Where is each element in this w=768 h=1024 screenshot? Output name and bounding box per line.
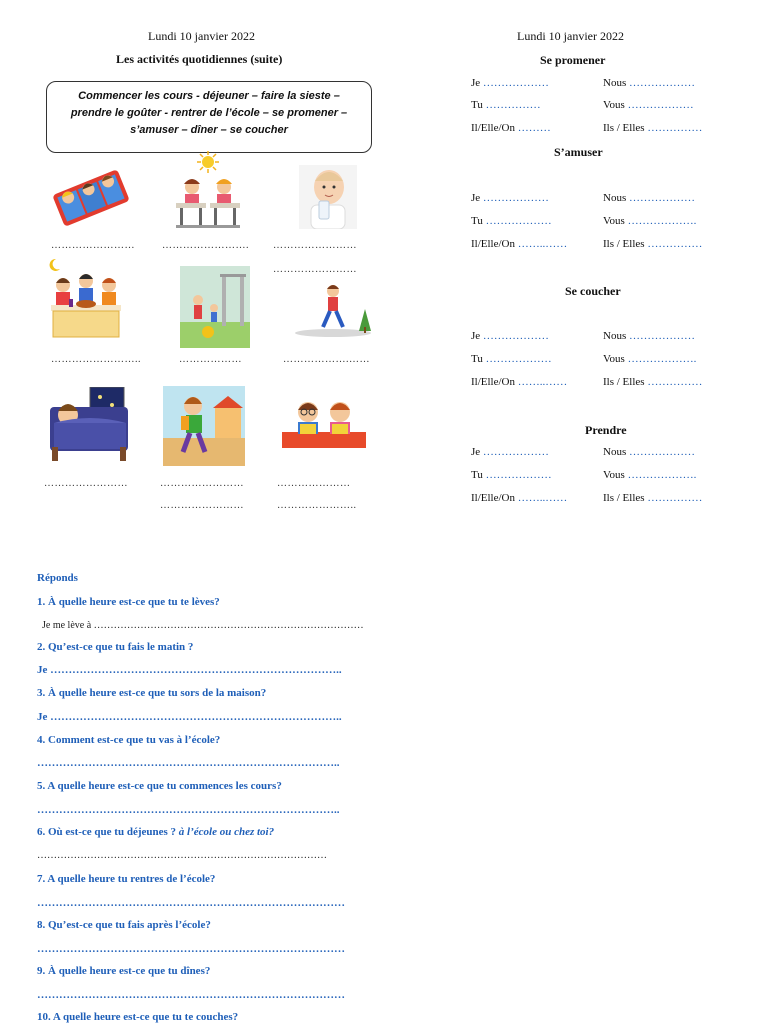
questions-heading: Réponds <box>37 572 78 584</box>
conj-row <box>603 330 695 342</box>
section-title-prendre: Prendre <box>585 423 627 437</box>
word-box-line3: s’amuser – dîner – se coucher <box>130 124 288 136</box>
blank-r1c1: …………………… <box>51 240 135 251</box>
question-1: 1. À quelle heure est-ce que tu te lèves? <box>37 596 220 608</box>
conj-row <box>603 99 694 111</box>
question-6 <box>37 826 274 838</box>
pronoun: Nous <box>603 77 627 89</box>
conj-row <box>603 376 702 388</box>
answer-blank: ……………… <box>627 99 694 111</box>
sleeping-kids-icon <box>50 165 132 231</box>
boy-walking-icon <box>293 283 373 339</box>
left-date: Lundi 10 janvier 2022 <box>148 29 255 43</box>
word-box-line2: prendre le goûter - rentrer de l’école – se promener – <box>70 107 348 119</box>
answer-blank: ……..…… <box>517 492 568 504</box>
pronoun: Ils / Elles <box>603 376 645 388</box>
conj-row <box>471 215 552 227</box>
conj-row <box>603 238 702 250</box>
pronoun: Tu <box>471 353 483 365</box>
conj-row <box>603 446 695 458</box>
answer-blank: ……..…… <box>517 376 568 388</box>
answer-blank: …………… <box>647 492 703 504</box>
conj-row <box>603 492 702 504</box>
answer-blank: ……………… <box>482 330 549 342</box>
conj-row <box>603 122 702 134</box>
question-5: 5. A quelle heure est-ce que tu commences les cours? <box>37 780 282 792</box>
pronoun: Vous <box>603 215 625 227</box>
answer-blank: …………… <box>647 376 703 388</box>
question-8: 8. Qu’est-ce que tu fais après l’école? <box>37 919 211 931</box>
answer-blank: ……… <box>517 122 551 134</box>
answer-blank: ………………. <box>627 469 697 481</box>
pronoun: Je <box>471 330 481 342</box>
conj-row <box>471 492 567 504</box>
word-box <box>46 81 372 153</box>
section-title-samuser: S’amuser <box>554 145 603 159</box>
conj-row <box>471 446 549 458</box>
pronoun: Tu <box>471 215 483 227</box>
answer-blank: ……………… <box>482 446 549 458</box>
pronoun: Je <box>471 446 481 458</box>
blank-r1c3: …………………… <box>273 240 357 251</box>
conj-row <box>603 192 695 204</box>
section-title-se-coucher: Se coucher <box>565 284 621 298</box>
answer-blank: …………… <box>647 122 703 134</box>
conj-row <box>471 469 552 481</box>
conj-row <box>471 238 567 250</box>
answer-7: ………………………………………………………………………… <box>37 897 345 909</box>
word-box-line1: Commencer les cours - déjeuner – faire la sieste – <box>78 90 340 102</box>
answer-blank: ……………… <box>482 192 549 204</box>
answer-3: Je …………………………………………………………………….. <box>37 711 342 723</box>
question-4: 4. Comment est-ce que tu vas à l’école? <box>37 734 221 746</box>
answer-2: Je …………………………………………………………………….. <box>37 664 342 676</box>
conj-row <box>603 469 696 481</box>
answer-6: …………………………………………………………………………… <box>37 850 327 861</box>
playground-icon <box>180 266 250 348</box>
question-6-text: 6. Où est-ce que tu déjeunes ? <box>37 826 177 838</box>
answer-blank: ……..…… <box>517 238 568 250</box>
answer-4: ……………………………………………………………………….. <box>37 757 340 769</box>
answer-1: Je me lève à ……………………………………………………………………… <box>42 620 364 631</box>
pronoun: Je <box>471 192 481 204</box>
conj-row <box>471 99 541 111</box>
boy-going-school-icon <box>163 386 245 466</box>
conj-row <box>471 192 549 204</box>
kids-reading-icon <box>280 394 368 450</box>
conj-row <box>471 77 549 89</box>
sun-icon <box>197 151 219 173</box>
moon-icon <box>47 258 61 272</box>
pronoun: Ils / Elles <box>603 492 645 504</box>
conj-row <box>603 353 696 365</box>
pronoun: Il/Elle/On <box>471 492 515 504</box>
blank-r2c1: …………………….. <box>51 354 141 365</box>
blank-r3c2: …………………… <box>160 478 244 489</box>
question-2: 2. Qu’est-ce que tu fais le matin ? <box>37 641 194 653</box>
conj-row <box>471 353 552 365</box>
conj-row <box>471 122 551 134</box>
answer-blank: ……………… <box>485 469 552 481</box>
pronoun: Je <box>471 77 481 89</box>
boy-sleeping-icon <box>48 387 130 463</box>
kids-at-desks-icon <box>172 175 244 231</box>
question-3: 3. À quelle heure est-ce que tu sors de la maison? <box>37 687 267 699</box>
pronoun: Vous <box>603 99 625 111</box>
pronoun: Nous <box>603 446 627 458</box>
pronoun: Nous <box>603 192 627 204</box>
blank-r3c1: …………………… <box>44 478 128 489</box>
answer-8: ………………………………………………………………………… <box>37 943 345 955</box>
conj-row <box>603 77 695 89</box>
blank-r1c2: ……………………. <box>162 240 249 251</box>
answer-blank: ………………. <box>627 353 697 365</box>
pronoun: Il/Elle/On <box>471 238 515 250</box>
conj-row <box>471 330 549 342</box>
blank-r2c3: ……………….…… <box>283 354 370 365</box>
pronoun: Tu <box>471 469 483 481</box>
answer-blank: ……………… <box>485 215 552 227</box>
answer-blank: ……………… <box>628 192 695 204</box>
blank-r1c3b: …………………… <box>273 264 357 275</box>
conj-row <box>471 376 567 388</box>
answer-blank: …………… <box>485 99 541 111</box>
conj-row <box>603 215 696 227</box>
answer-blank: ……………… <box>485 353 552 365</box>
baby-milk-icon <box>299 165 357 229</box>
pronoun: Il/Elle/On <box>471 376 515 388</box>
family-dinner-icon <box>49 271 123 343</box>
blank-r2c2: ……………… <box>179 354 242 365</box>
question-7: 7. A quelle heure tu rentres de l’école? <box>37 873 216 885</box>
answer-blank: ………………. <box>627 215 697 227</box>
pronoun: Ils / Elles <box>603 238 645 250</box>
answer-5: ……………………………………………………………………….. <box>37 804 340 816</box>
pronoun: Tu <box>471 99 483 111</box>
question-6-hint: à l’école ou chez toi? <box>178 826 275 838</box>
right-date: Lundi 10 janvier 2022 <box>517 29 624 43</box>
blank-r3c3b: ………………….. <box>277 500 357 511</box>
answer-blank: ……………… <box>628 330 695 342</box>
question-10: 10. A quelle heure est-ce que tu te couches? <box>37 1011 239 1023</box>
answer-blank: …………… <box>647 238 703 250</box>
pronoun: Il/Elle/On <box>471 122 515 134</box>
question-9: 9. À quelle heure est-ce que tu dînes? <box>37 965 211 977</box>
answer-blank: ……………… <box>628 77 695 89</box>
pronoun: Ils / Elles <box>603 122 645 134</box>
answer-blank: ……………… <box>482 77 549 89</box>
pronoun: Vous <box>603 353 625 365</box>
blank-r3c3: ………………… <box>277 478 351 489</box>
left-title: Les activités quotidiennes (suite) <box>116 52 283 66</box>
pronoun: Nous <box>603 330 627 342</box>
answer-blank: ……………… <box>628 446 695 458</box>
blank-r3c2b: …………………… <box>160 500 244 511</box>
pronoun: Vous <box>603 469 625 481</box>
answer-9: ………………………………………………………………………… <box>37 989 345 1001</box>
section-title-se-promener: Se promener <box>540 53 606 67</box>
